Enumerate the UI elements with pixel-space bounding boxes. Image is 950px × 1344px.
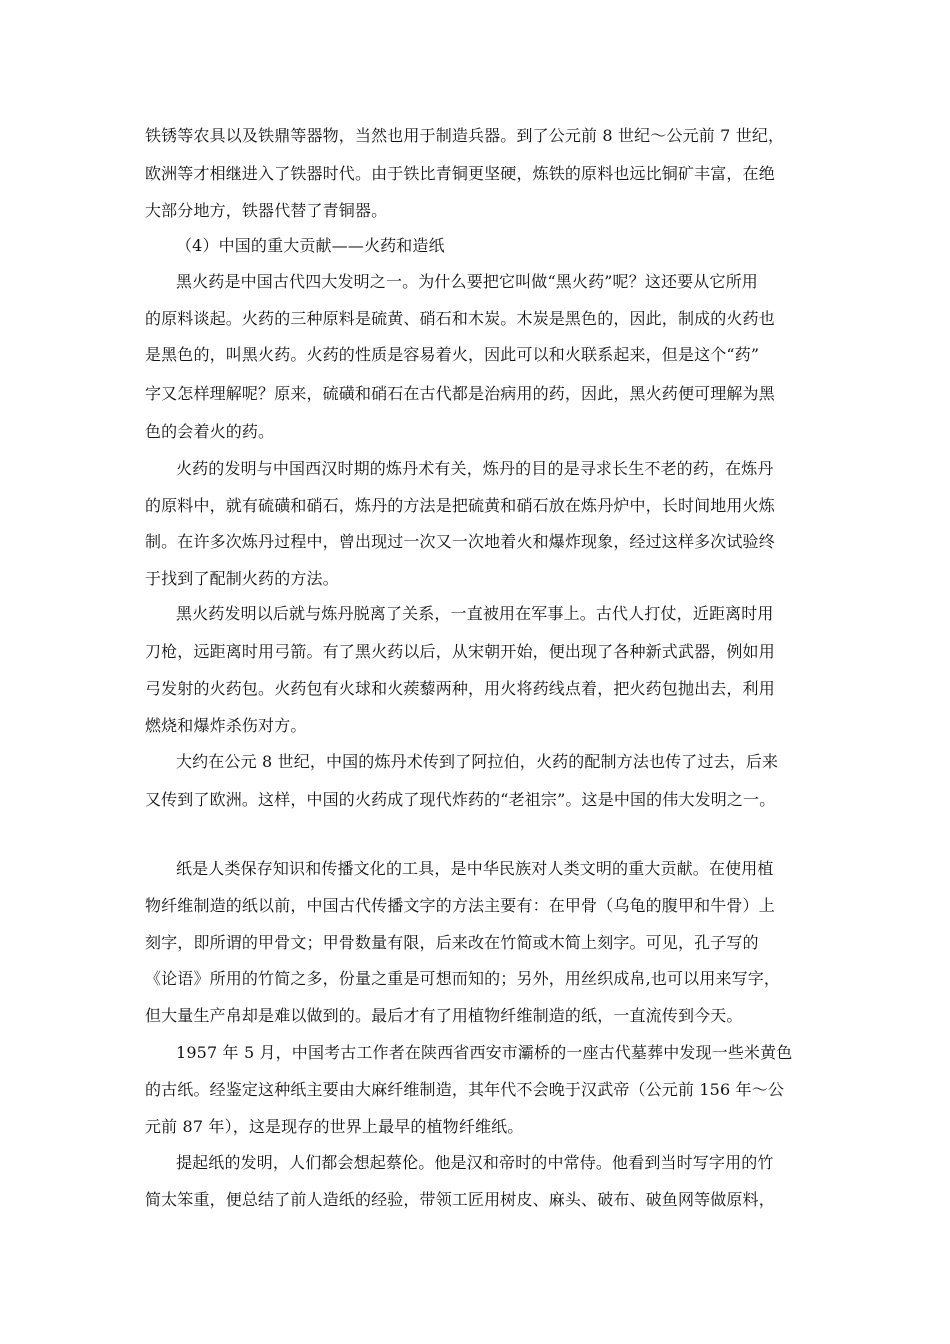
text-line: 又传到了欧洲。这样，中国的火药成了现代炸药的“老祖宗”。这是中国的伟大发明之一。 bbox=[145, 790, 776, 809]
text-line: 黑火药是中国古代四大发明之一。为什么要把它叫做“黑火药”呢？这还要从它所用 bbox=[176, 272, 758, 291]
text-line: 1957 年 5 月，中国考古工作者在陕西省西安市灞桥的一座古代墓葬中发现一些米黄色 bbox=[176, 1043, 793, 1062]
text-line: 欧洲等才相继进入了铁器时代。由于铁比青铜更坚硬，炼铁的原料也远比铜矿丰富，在绝 bbox=[145, 164, 775, 183]
text-line: 燃烧和爆炸杀伤对方。 bbox=[145, 716, 307, 735]
text-line: 《论语》所用的竹简之多，份量之重是可想而知的；另外，用丝织成帛,也可以用来写字， bbox=[145, 969, 781, 988]
text-line: 于找到了配制火药的方法。 bbox=[145, 569, 339, 588]
text-line: 色的会着火的药。 bbox=[145, 422, 275, 441]
text-line: 简太笨重，便总结了前人造纸的经验，带领工匠用树皮、麻头、破布、破鱼网等做原料， bbox=[145, 1190, 775, 1209]
text-line: 纸是人类保存知识和传播文化的工具，是中华民族对人类文明的重大贡献。在使用植 bbox=[176, 859, 774, 878]
text-line: 火药的发明与中国西汉时期的炼丹术有关，炼丹的目的是寻求长生不老的药，在炼丹 bbox=[176, 459, 774, 478]
text-line: 的古纸。经鉴定这种纸主要由大麻纤维制造，其年代不会晚于汉武帝（公元前 156 年～公 bbox=[145, 1080, 785, 1099]
text-line: 的原料谈起。火药的三种原料是硫黄、硝石和木炭。木炭是黑色的，因此，制成的火药也 bbox=[145, 309, 775, 328]
text-line: 铁锈等农具以及铁鼎等器物，当然也用于制造兵器。到了公元前 8 世纪～公元前 7 世纪， bbox=[145, 126, 785, 145]
text-line: 黑火药发明以后就与炼丹脱离了关系，一直被用在军事上。古代人打仗，近距离时用 bbox=[176, 604, 774, 623]
text-line: 刀枪，远距离时用弓箭。有了黑火药以后，从宋朝开始，便出现了各种新式武器，例如用 bbox=[145, 642, 775, 661]
text-line: 但大量生产帛却是难以做到的。最后才有了用植物纤维制造的纸，一直流传到今天。 bbox=[145, 1006, 743, 1025]
section-heading: （4）中国的重大贡献——火药和造纸 bbox=[176, 236, 445, 255]
text-line: 的原料中，就有硫磺和硝石，炼丹的方法是把硫黄和硝石放在炼丹炉中，长时间地用火炼 bbox=[145, 496, 775, 515]
text-line: 物纤维制造的纸以前，中国古代传播文字的方法主要有：在甲骨（乌龟的腹甲和牛骨）上 bbox=[145, 896, 775, 915]
text-line: 刻字，即所谓的甲骨文；甲骨数量有限，后来改在竹简或木简上刻字。可见，孔子写的 bbox=[145, 933, 759, 952]
text-line: 制。在许多次炼丹过程中，曾出现过一次又一次地着火和爆炸现象，经过这样多次试验终 bbox=[145, 532, 775, 551]
text-line: 大部分地方，铁器代替了青铜器。 bbox=[145, 201, 388, 220]
text-line: 字又怎样理解呢？原来，硫磺和硝石在古代都是治病用的药，因此，黑火药便可理解为黑 bbox=[145, 384, 775, 403]
text-line: 元前 87 年），这是现存的世界上最早的植物纤维纸。 bbox=[145, 1117, 524, 1136]
text-line: 弓发射的火药包。火药包有火球和火蒺藜两种，用火将药线点着，把火药包抛出去，利用 bbox=[145, 679, 775, 698]
text-line: 是黑色的，叫黑火药。火药的性质是容易着火，因此可以和火联系起来，但是这个“药” bbox=[145, 345, 760, 364]
text-line: 提起纸的发明，人们都会想起蔡伦。他是汉和帝时的中常侍。他看到当时写字用的竹 bbox=[176, 1153, 774, 1172]
text-line: 大约在公元 8 世纪，中国的炼丹术传到了阿拉伯，火药的配制方法也传了过去，后来 bbox=[176, 752, 779, 771]
